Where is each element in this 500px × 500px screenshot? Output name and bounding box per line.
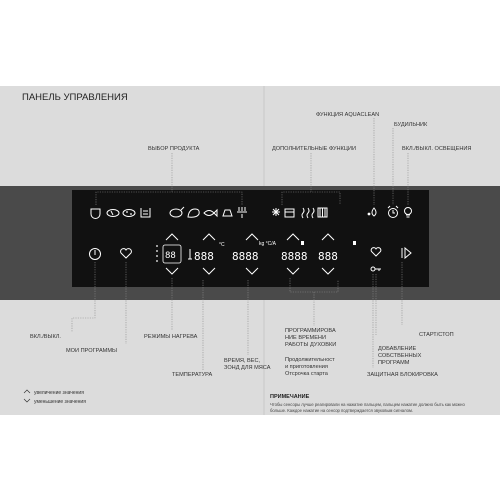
label-onoff: ВКЛ./ВЫКЛ. bbox=[30, 334, 61, 340]
label-temperature: ТЕМПЕРАТУРА bbox=[172, 372, 213, 378]
legend-increase: увеличение значения bbox=[34, 390, 84, 396]
prog-marker-b bbox=[353, 241, 356, 245]
note-line-1: Чтобы сенсоры лучше реагировали на нажатие пальцем, пальцем нажатие должно быть как можно bbox=[270, 402, 465, 407]
label-aquaclean: ФУНКЦИЯ AQUACLEAN bbox=[316, 112, 380, 118]
label-alarm: БУДИЛЬНИК bbox=[394, 122, 428, 128]
label-programming-1: ПРОГРАММИРОВА bbox=[285, 328, 336, 334]
label-duration-1: Продолжительност bbox=[285, 357, 335, 363]
label-my-programs: МОИ ПРОГРАММЫ bbox=[66, 348, 117, 354]
temp-unit: °C bbox=[219, 242, 225, 248]
label-programming-3: РАБОТЫ ДУХОВКИ bbox=[285, 342, 337, 348]
prog-marker-a bbox=[301, 241, 304, 245]
label-duration-3: Отсрочка старта bbox=[285, 371, 328, 377]
label-start-stop: СТАРТ/СТОП bbox=[419, 332, 454, 338]
temp-digits: 888 bbox=[194, 250, 214, 263]
legend-decrease: уменьшение значения bbox=[34, 399, 86, 405]
label-programming-2: НИЕ ВРЕМЕНИ bbox=[285, 335, 326, 341]
mode-digits: 88 bbox=[165, 251, 176, 261]
label-duration-2: и приготовления bbox=[285, 364, 328, 370]
label-time-weight-2: ЗОНД ДЛЯ МЯСА bbox=[224, 365, 271, 371]
label-heating-modes: РЕЖИМЫ НАГРЕВА bbox=[144, 334, 198, 340]
label-light: ВКЛ./ВЫКЛ. ОСВЕЩЕНИЯ bbox=[402, 146, 472, 152]
label-lock: ЗАЩИТНАЯ БЛОКИРОВКА bbox=[367, 372, 438, 378]
label-add-own-1: ДОБАВЛЕНИЕ bbox=[378, 346, 417, 352]
label-product-select: ВЫБОР ПРОДУКТА bbox=[148, 146, 200, 152]
snowflake-icon[interactable] bbox=[272, 208, 280, 216]
label-extra-functions: ДОПОЛНИТЕЛЬНЫЕ ФУНКЦИИ bbox=[272, 146, 356, 152]
label-time-weight-1: ВРЕМЯ, ВЕС, bbox=[224, 358, 261, 364]
page-title: ПАНЕЛЬ УПРАВЛЕНИЯ bbox=[22, 92, 128, 103]
prog-digits-2: 888 bbox=[318, 250, 338, 263]
time-unit: kg °C/A bbox=[259, 241, 277, 247]
label-add-own-2: СОБСТВЕННЫХ bbox=[378, 353, 422, 359]
note-title: ПРИМЕЧАНИЕ bbox=[270, 394, 310, 400]
note-line-2: больше. Каждое нажатие на сенсор подтверждается звуковым сигналом. bbox=[270, 408, 413, 413]
prog-digits: 8888 bbox=[281, 250, 308, 263]
time-digits: 8888 bbox=[232, 250, 259, 263]
label-add-own-3: ПРОГРАММ bbox=[378, 360, 410, 366]
